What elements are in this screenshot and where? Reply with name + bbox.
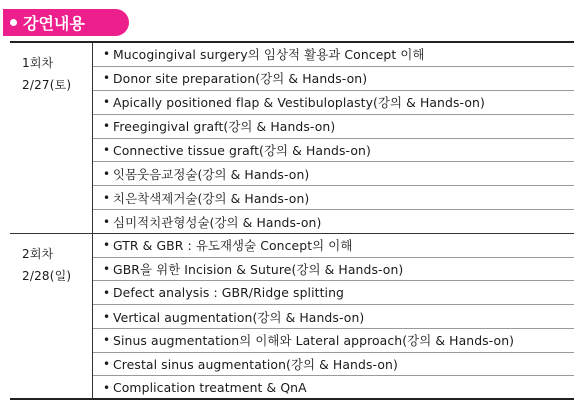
list-item	[93, 91, 574, 115]
session-1-date: 2/27(토)	[22, 78, 72, 92]
bullet-icon: •	[103, 262, 111, 277]
bullet-icon: •	[103, 356, 111, 371]
list-item	[93, 258, 574, 282]
bullet-icon: •	[103, 95, 111, 110]
list-item	[93, 305, 574, 329]
list-item-text: Complication treatment & QnA	[113, 380, 307, 396]
list-item	[93, 234, 574, 258]
list-item-text: 심미적치관형성술(강의 & Hands-on)	[113, 214, 322, 230]
session-1-day-cell	[10, 43, 93, 233]
bullet-icon: •	[103, 71, 111, 86]
lecture-table	[10, 41, 574, 400]
list-item	[93, 376, 574, 399]
bullet-dot-icon	[10, 19, 17, 26]
bullet-icon: •	[103, 380, 111, 395]
list-item	[93, 281, 574, 305]
bullet-icon: •	[103, 285, 111, 300]
bullet-icon: •	[103, 166, 111, 181]
session-2-items	[93, 234, 574, 399]
list-item	[93, 186, 574, 210]
session-1-items	[93, 43, 574, 233]
bullet-icon: •	[103, 309, 111, 324]
bullet-icon: •	[103, 119, 111, 134]
list-item	[93, 139, 574, 163]
session-2-label: 2회차	[22, 247, 54, 261]
bullet-icon: •	[103, 47, 111, 62]
list-item-text: GBR을 위한 Incision & Suture(강의 & Hands-on)	[113, 262, 404, 278]
bullet-icon: •	[103, 238, 111, 253]
session-1-row	[10, 43, 574, 233]
session-2-date: 2/28(일)	[22, 269, 72, 283]
session-2-row	[10, 233, 574, 399]
list-item-text: Apically positioned flap & Vestibuloplasty(강의 & Hands-on)	[113, 95, 485, 111]
list-item-text: Sinus augmentation의 이해와 Lateral approach(강의 & Hands-on)	[113, 333, 515, 349]
list-item-text: 잇몸웃음교정술(강의 & Hands-on)	[113, 166, 310, 182]
list-item-text: Crestal sinus augmentation(강의 & Hands-on)	[113, 356, 398, 372]
section-header	[3, 9, 129, 36]
list-item-text: 치은착색제거술(강의 & Hands-on)	[113, 190, 310, 206]
list-item-text: GTR & GBR : 유도재생술 Concept의 이해	[113, 238, 353, 254]
session-1-label: 1회차	[22, 56, 54, 70]
list-item-text: Freegingival graft(강의 & Hands-on)	[113, 119, 336, 135]
list-item-text: Vertical augmentation(강의 & Hands-on)	[113, 309, 365, 325]
list-item-text: Mucogingival surgery의 임상적 활용과 Concept 이해	[113, 47, 425, 63]
section-title: 강연내용	[23, 14, 85, 33]
session-2-day-cell	[10, 234, 93, 399]
bullet-icon: •	[103, 333, 111, 348]
list-item	[93, 162, 574, 186]
list-item-text: Defect analysis : GBR/Ridge splitting	[113, 285, 344, 301]
list-item	[93, 353, 574, 377]
bullet-icon: •	[103, 142, 111, 157]
bullet-icon: •	[103, 214, 111, 229]
list-item	[93, 115, 574, 139]
list-item-text: Connective tissue graft(강의 & Hands-on)	[113, 142, 371, 158]
list-item	[93, 43, 574, 67]
bullet-icon: •	[103, 190, 111, 205]
list-item	[93, 67, 574, 91]
list-item	[93, 329, 574, 353]
list-item	[93, 210, 574, 233]
list-item-text: Donor site preparation(강의 & Hands-on)	[113, 71, 368, 87]
